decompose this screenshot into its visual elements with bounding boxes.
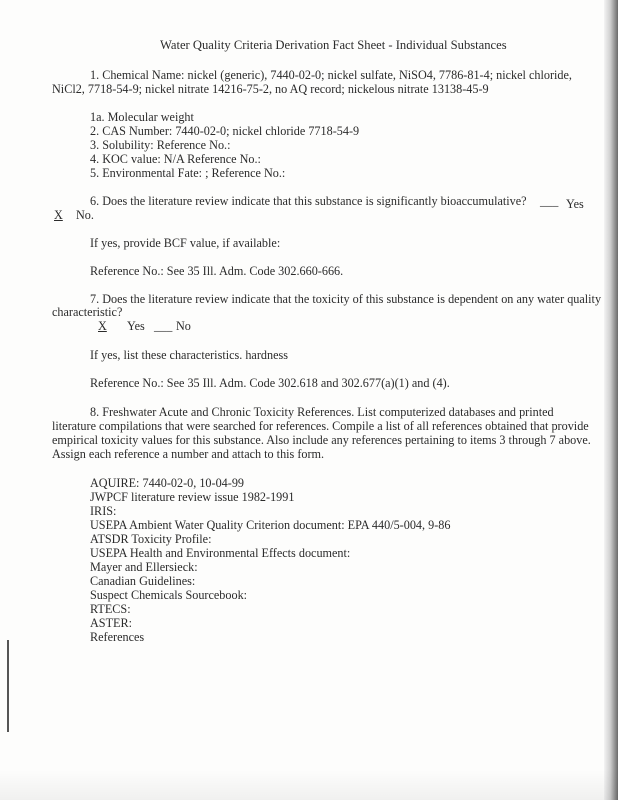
scan-margin-line — [7, 640, 9, 732]
document-title: Water Quality Criteria Derivation Fact Sheet - Individual Substances — [160, 38, 507, 52]
reference-references: References — [90, 630, 145, 644]
toxicity-reference: Reference No.: See 35 Ill. Adm. Code 302.618 and 302.677(a)(1) and (4). — [90, 376, 450, 390]
reference-mayer-ellersieck: Mayer and Ellersieck: — [90, 560, 198, 574]
bcf-reference: Reference No.: See 35 Ill. Adm. Code 302.660-666. — [90, 264, 344, 278]
bioaccumulative-yes-label: Yes — [566, 197, 584, 211]
cas-number: 2. CAS Number: 7440-02-0; nickel chloride 7718-54-9 — [90, 124, 360, 138]
chemical-name-line-2: NiCl2, 7718-54-9; nickel nitrate 14216-75-2, no AQ record; nickelous nitrate 13138-45-9 — [52, 82, 489, 96]
bioaccumulative-no-mark: X — [54, 208, 63, 222]
reference-canadian-guidelines: Canadian Guidelines: — [90, 574, 196, 588]
chemical-name-line-1: 1. Chemical Name: nickel (generic), 7440-02-0; nickel sulfate, NiSO4, 7786-81-4; nickel chloride, — [90, 68, 572, 82]
solubility: 3. Solubility: Reference No.: — [90, 138, 231, 152]
scan-bottom-shade — [0, 770, 618, 800]
koc-value: 4. KOC value: N/A Reference No.: — [90, 152, 261, 166]
reference-jwpcf: JWPCF literature review issue 1982-1991 — [90, 490, 295, 504]
reference-atsdr: ATSDR Toxicity Profile: — [90, 532, 212, 546]
bioaccumulative-yes-blank: ___ — [540, 194, 559, 208]
toxicity-question-line-1: 7. Does the literature review indicate that the toxicity of this substance is dependent on any water quality — [90, 292, 602, 306]
toxicity-question-line-2: characteristic? — [52, 305, 123, 319]
references-instructions-line-4: Assign each reference a number and attach to this form. — [52, 447, 325, 461]
reference-aquire: AQUIRE: 7440-02-0, 10-04-99 — [90, 476, 245, 490]
references-instructions-line-2: literature compilations that were searched for references. Compile a list of all references obtained that provide — [52, 419, 589, 433]
bcf-prompt: If yes, provide BCF value, if available: — [90, 236, 281, 250]
toxicity-yes-label: Yes — [127, 319, 145, 333]
reference-rtecs: RTECS: — [90, 602, 131, 616]
toxicity-no-blank: ___ — [154, 319, 173, 333]
page-edge-shadow — [604, 0, 618, 800]
references-instructions-line-1: 8. Freshwater Acute and Chronic Toxicity References. List computerized databases and printed — [90, 405, 554, 419]
toxicity-no-label: No — [176, 319, 191, 333]
references-instructions-line-3: empirical toxicity values for this substance. Also include any references pertaining to items 3 through 7 above. — [52, 433, 591, 447]
toxicity-characteristics: If yes, list these characteristics. hardness — [90, 348, 288, 362]
reference-usepa-heed: USEPA Health and Environmental Effects document: — [90, 546, 351, 560]
reference-suspect-chemicals: Suspect Chemicals Sourcebook: — [90, 588, 248, 602]
bioaccumulative-no-label: No. — [76, 208, 94, 222]
environmental-fate: 5. Environmental Fate: ; Reference No.: — [90, 166, 286, 180]
reference-aster: ASTER: — [90, 616, 132, 630]
toxicity-yes-mark: X — [98, 319, 107, 333]
bioaccumulative-question: 6. Does the literature review indicate that this substance is significantly bioaccumulative? — [90, 194, 527, 208]
reference-iris: IRIS: — [90, 504, 117, 518]
reference-usepa-awqc: USEPA Ambient Water Quality Criterion document: EPA 440/5-004, 9-86 — [90, 518, 451, 532]
molecular-weight: 1a. Molecular weight — [90, 110, 194, 124]
